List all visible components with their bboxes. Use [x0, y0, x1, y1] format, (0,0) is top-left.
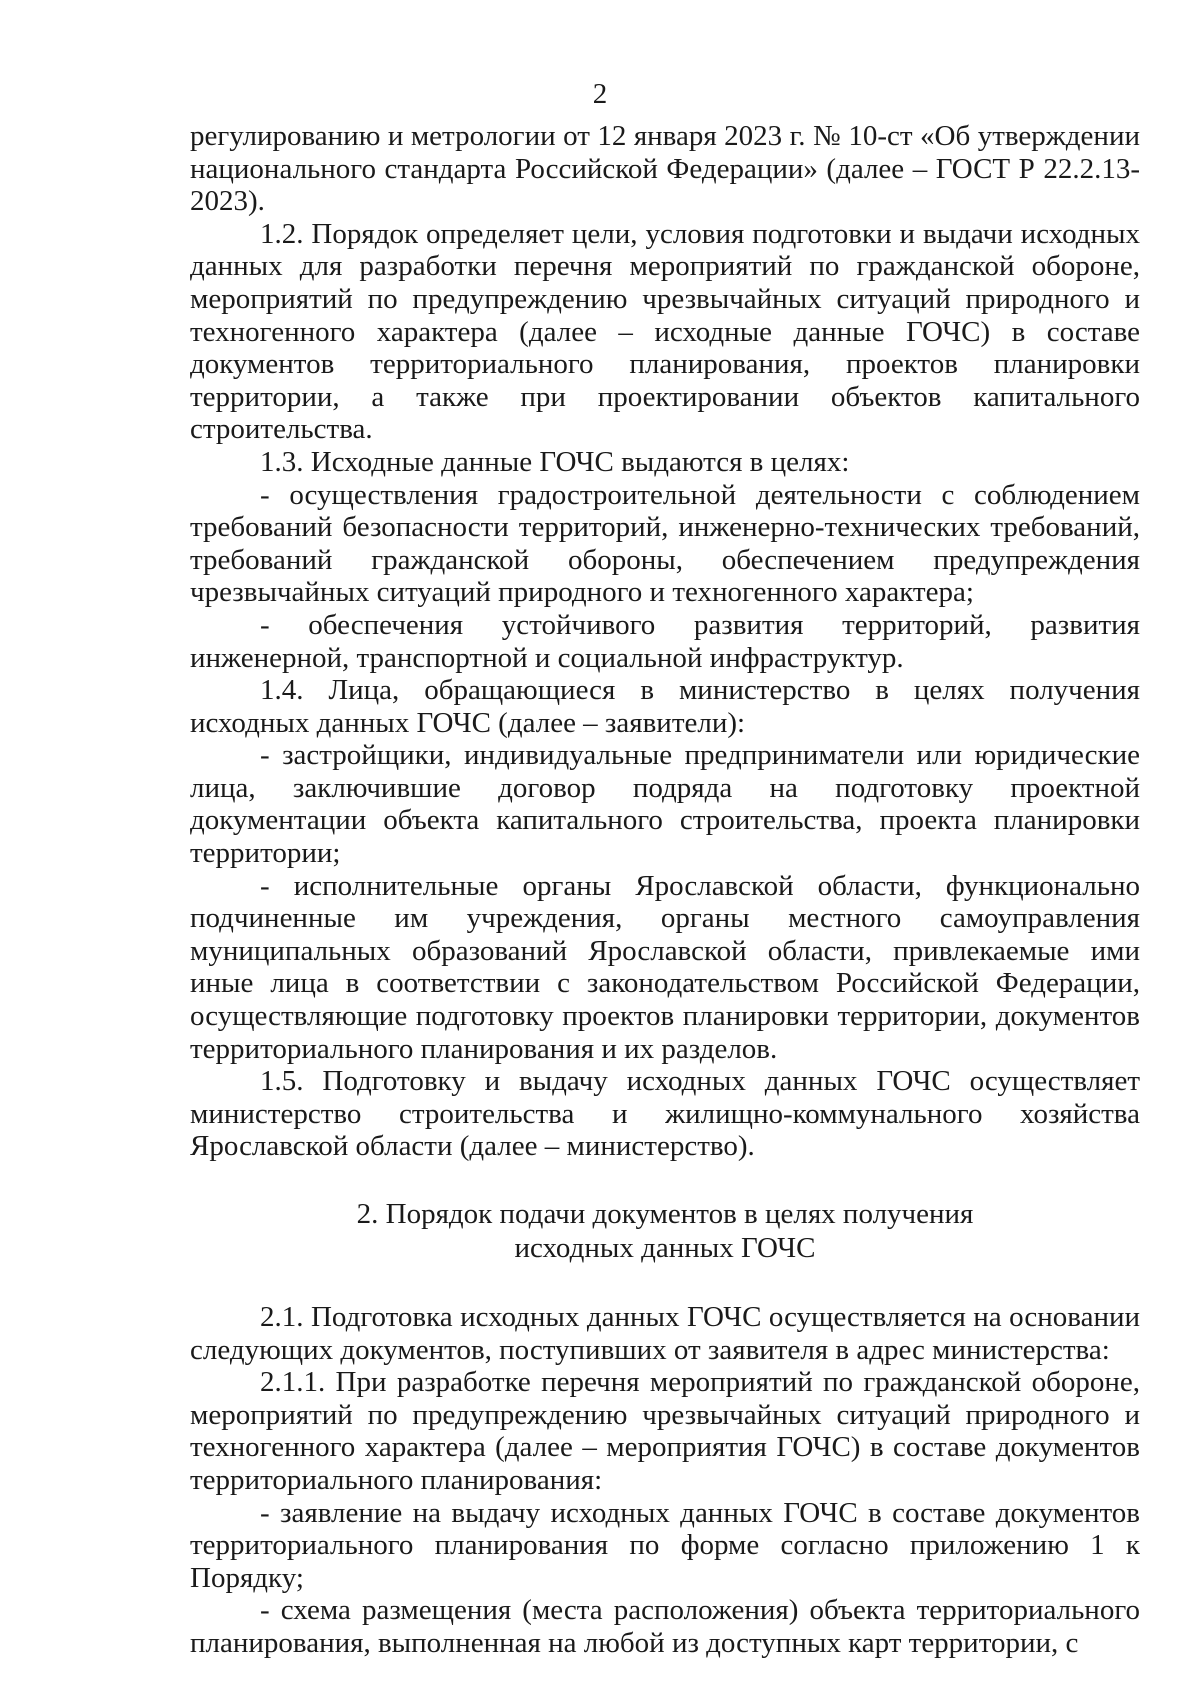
paragraph: 1.4. Лица, обращающиеся в министерство в целях получения исходных данных ГОЧС (далее – заявители): [190, 674, 1140, 739]
paragraph: 1.3. Исходные данные ГОЧС выдаются в целях: [260, 445, 850, 478]
list-item: - исполнительные органы Ярославской области, функционально подчиненные им учреждения, органы местного самоуправления муниципальных образований Ярославской области, привлекаемые ими иные лица в соответствии с законодательством Российской Федерации, осуществляющие подготовку проектов планировки территории, документов территориального планирования и их разделов. [190, 869, 1140, 1065]
page-number: 2 [592, 78, 608, 110]
list-item: - осуществления градостроительной деятельности с соблюдением требований безопасности территорий, инженерно-технических требований, требований гражданской обороны, обеспечением предупреждения чрезвычайных ситуаций природного и техногенного характера; [190, 478, 1140, 609]
section-heading [190, 1197, 1140, 1265]
paragraph: 1.5. Подготовку и выдачу исходных данных ГОЧС осуществляет министерство строительства и жилищно-коммунального хозяйства Ярославской области (далее – министерство). [190, 1065, 1140, 1163]
list-item: - заявление на выдачу исходных данных ГОЧС в составе документов территориального планирования по форме согласно приложению 1 к Порядку; [190, 1496, 1140, 1594]
paragraph: 2.1. Подготовка исходных данных ГОЧС осуществляется на основании следующих документов, поступивших от заявителя в адрес министерства: [190, 1301, 1140, 1366]
list-item: - схема размещения (места расположения) объекта территориального планирования, выполненная на любой из доступных карт территории, с [190, 1594, 1140, 1659]
section-heading-line: исходных данных ГОЧС [514, 1232, 816, 1264]
paragraph: 2.1.1. При разработке перечня мероприятий по гражданской обороне, мероприятий по предупреждению чрезвычайных ситуаций природного и техногенного характера (далее – мероприятия ГОЧС) в составе документов территориального планирования: [190, 1366, 1140, 1496]
list-item: - обеспечения устойчивого развития территорий, развития инженерной, транспортной и социальной инфраструктур. [190, 608, 1140, 674]
section-heading-line: 2. Порядок подачи документов в целях получения [356, 1198, 974, 1230]
list-item: - застройщики, индивидуальные предприниматели или юридические лица, заключившие договор подряда на подготовку проектной документации объекта капитального строительства, проекта планировки территории; [190, 739, 1140, 870]
paragraph: 1.2. Порядок определяет цели, условия подготовки и выдачи исходных данных для разработки перечня мероприятий по гражданской обороне, мероприятий по предупреждению чрезвычайных ситуаций природного и техногенного характера (далее – исходные данные ГОЧС) в составе документов территориального планирования, проектов планировки территории, а также при проектировании объектов капитального строительства. [190, 217, 1140, 446]
document-body [190, 120, 1140, 1660]
paragraph: регулированию и метрологии от 12 января 2023 г. № 10-ст «Об утверждении национального стандарта Российской Федерации» (далее – ГОСТ Р 22.2.13-2023). [190, 120, 1140, 218]
